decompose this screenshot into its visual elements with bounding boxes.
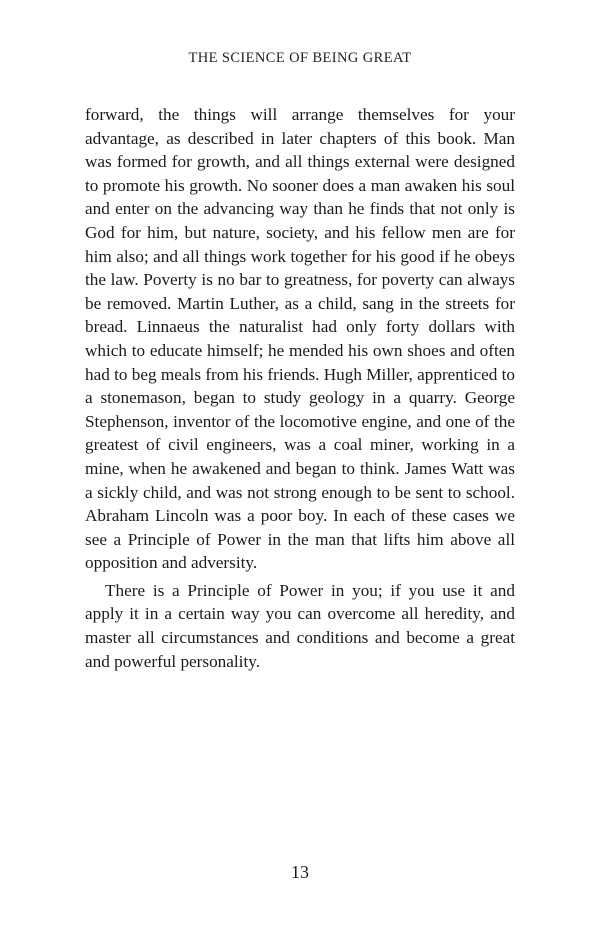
page-number: 13 <box>291 862 309 882</box>
body-text <box>85 103 515 673</box>
paragraph-continuation: forward, the things will arrange themselves for your advantage, as described in later chapters of this book. Man was formed for growth, and all things external were designed to promote his growth. No sooner does a man awaken his soul and enter on the advancing way than he finds that not only is God for him, but nature, society, and his fellow men are for him also; and all things work together for his good if he obeys the law. Poverty is no bar to greatness, for poverty can always be removed. Martin Luther, as a child, sang in the streets for bread. Linnaeus the naturalist had only forty dollars with which to educate himself; he mended his own shoes and often had to beg meals from his friends. Hugh Miller, apprenticed to a stonemason, began to study geology in a quarry. George Stephenson, inventor of the locomotive engine, and one of the greatest of civil engineers, was a coal miner, working in a mine, when he awakened and began to think. James Watt was a sickly child, and was not strong enough to be sent to school. Abraham Lincoln was a poor boy. In each of these cases we see a Principle of Power in the man that lifts him above all opposition and adversity. <box>85 105 515 573</box>
running-header: THE SCIENCE OF BEING GREAT <box>188 50 412 66</box>
paragraph-principle-of-power: There is a Principle of Power in you; if you use it and apply it in a certain way you can overcome all heredity, and master all circumstances and conditions and become a great and powerful personality. <box>85 580 515 671</box>
